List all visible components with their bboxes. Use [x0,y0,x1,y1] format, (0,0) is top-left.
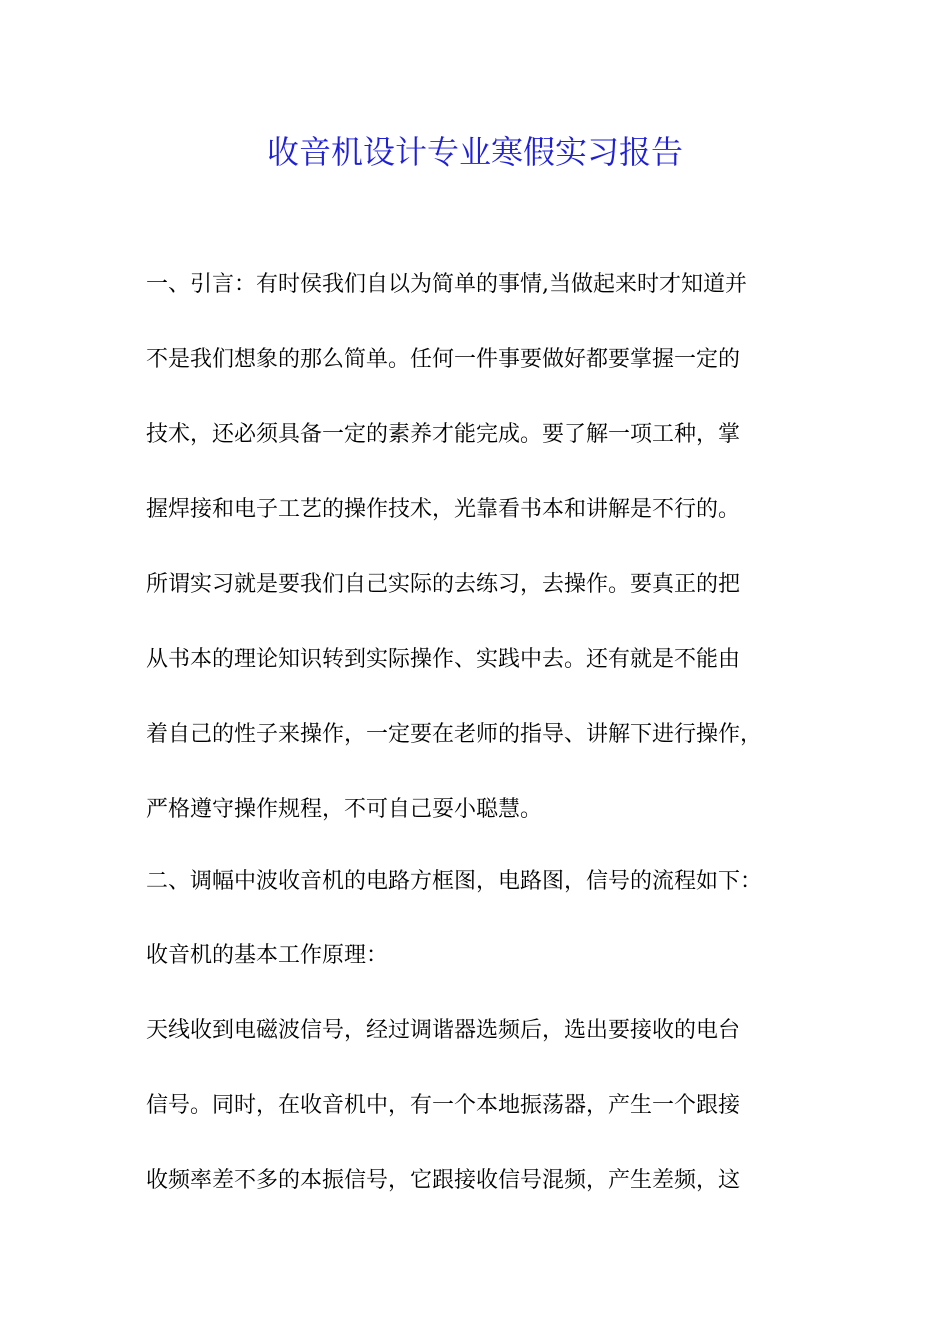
paragraph-line-1: 一、引言：有时侯我们自以为简单的事情,当做起来时才知道并 [146,272,747,297]
paragraph-line-5: 所谓实习就是要我们自己实际的去练习，去操作。要真正的把 [146,572,741,597]
paragraph-line-12: 信号。同时，在收音机中，有一个本地振荡器，产生一个跟接 [146,1093,741,1118]
paragraph-line-2: 不是我们想象的那么简单。任何一件事要做好都要掌握一定的 [146,347,741,372]
paragraph-line-3: 技术，还必须具备一定的素养才能完成。要了解一项工种，掌 [146,422,741,447]
paragraph-line-10: 收音机的基本工作原理： [146,943,389,968]
paragraph-line-7: 着自己的性子来操作，一定要在老师的指导、讲解下进行操作， [146,722,763,747]
paragraph-line-9: 二、调幅中波收音机的电路方框图，电路图，信号的流程如下： [146,869,763,894]
paragraph-line-6: 从书本的理论知识转到实际操作、实践中去。还有就是不能由 [146,647,741,672]
paragraph-line-4: 握焊接和电子工艺的操作技术，光靠看书本和讲解是不行的。 [146,497,741,522]
paragraph-line-13: 收频率差不多的本振信号，它跟接收信号混频，产生差频，这 [146,1168,741,1193]
paragraph-line-8: 严格遵守操作规程，不可自己耍小聪慧。 [146,797,543,822]
paragraph-line-11: 天线收到电磁波信号，经过调谐器选频后，选出要接收的电台 [146,1018,741,1043]
document-title: 收音机设计专业寒假实习报告 [266,133,683,171]
